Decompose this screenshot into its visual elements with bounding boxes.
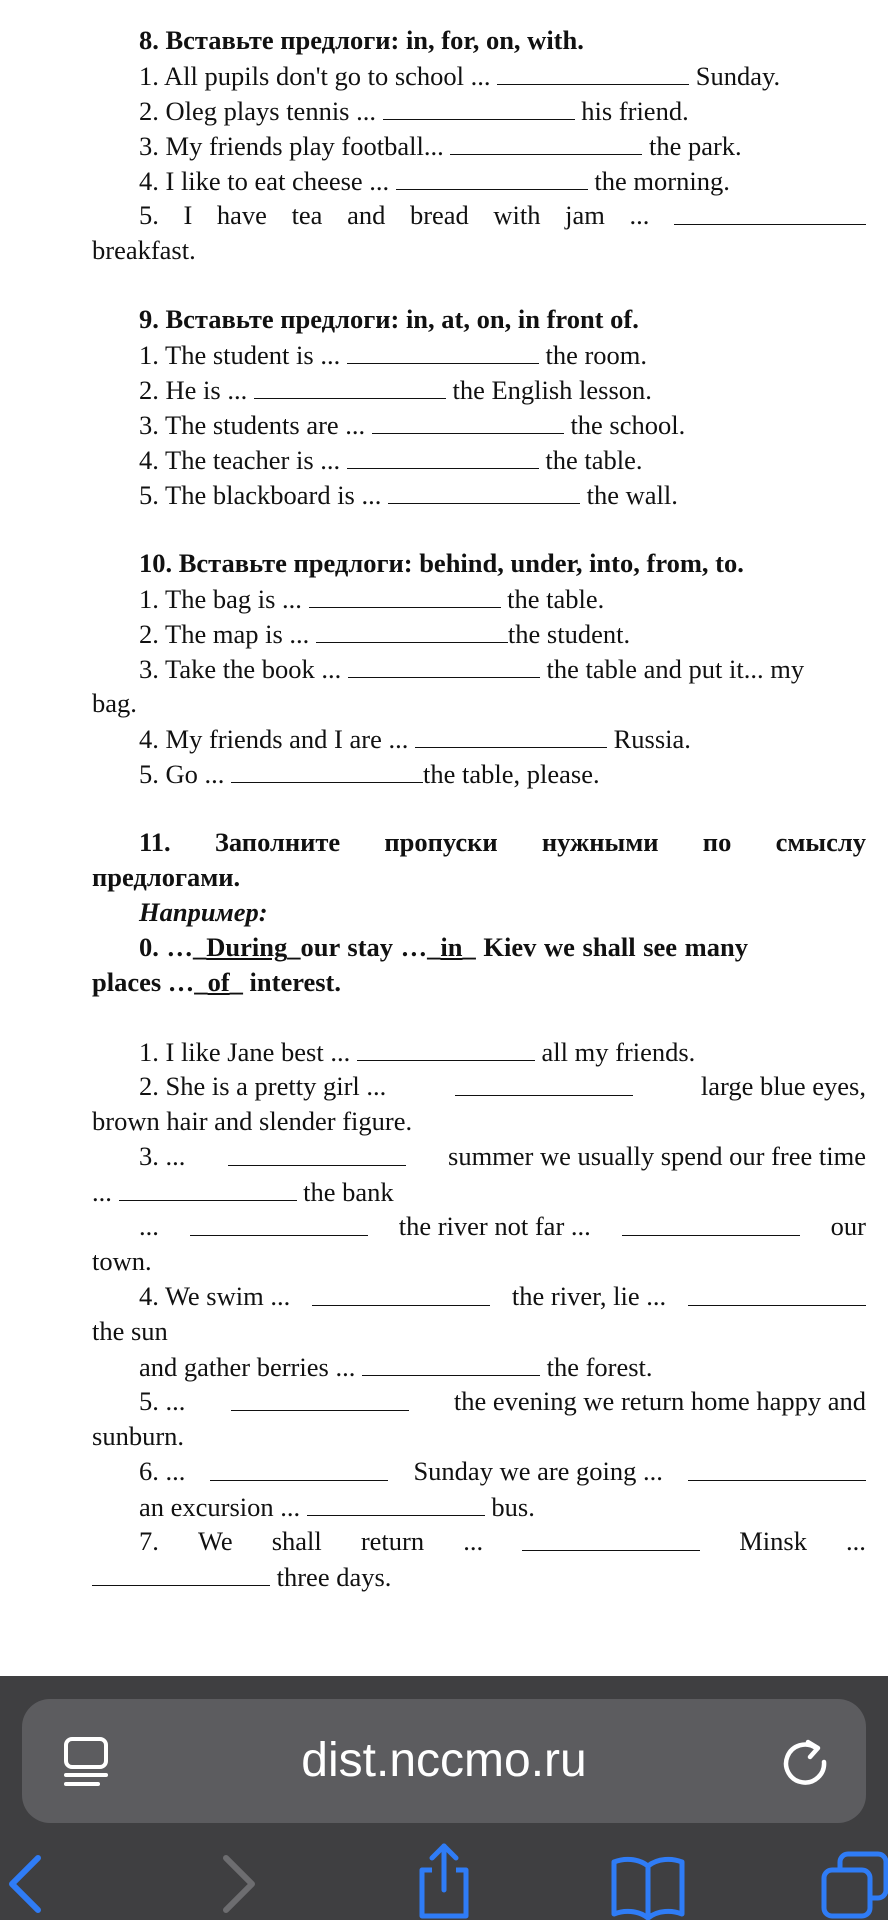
text: 1. The bag is ... (139, 584, 302, 614)
text: 1. The student is ... (139, 340, 341, 370)
ex11-heading (139, 825, 866, 860)
ex10-heading: 10. Вставьте предлоги: behind, under, into, from, to. (139, 548, 744, 578)
word: пропуски (384, 827, 498, 857)
answer-blank[interactable] (450, 128, 642, 155)
answer-blank[interactable] (119, 1174, 297, 1201)
text: _ Kiev we shall see many (462, 932, 748, 962)
word: shall (271, 1526, 322, 1556)
text: the forest. (546, 1352, 653, 1382)
ex11-heading-cont: предлогами. (92, 862, 241, 892)
answer-blank[interactable] (497, 58, 689, 85)
example-label: Например: (139, 897, 268, 927)
text: the table, please. (423, 759, 600, 789)
text: 1. I like Jane best ... (139, 1037, 351, 1067)
text: the room. (545, 340, 648, 370)
ex9-line-5 (139, 477, 866, 512)
ex9-line-3 (139, 407, 866, 442)
text: all my friends. (541, 1037, 696, 1067)
ex8-line-1 (139, 58, 866, 93)
example-answer: of (207, 967, 230, 997)
ex11-line-5-cont: sunburn. (92, 1421, 185, 1451)
text: 1. All pupils don't go to school ... (139, 61, 491, 91)
answer-blank[interactable] (674, 198, 866, 225)
example-answer: During (206, 932, 288, 962)
answer-blank[interactable] (316, 616, 508, 643)
answer-blank[interactable] (228, 1139, 406, 1166)
answer-blank[interactable] (383, 93, 575, 120)
word: have (216, 200, 267, 230)
text: Sunday we are going ... (413, 1456, 663, 1486)
word: 5. (139, 200, 159, 230)
answer-blank[interactable] (357, 1034, 535, 1061)
answer-blank[interactable] (210, 1454, 388, 1481)
text: Russia. (613, 724, 691, 754)
text: the morning. (594, 166, 730, 196)
text: 5. ... (139, 1386, 186, 1416)
text: 4. The teacher is ... (139, 445, 341, 475)
ex11-line-4 (139, 1279, 866, 1314)
text: the student. (507, 619, 631, 649)
share-icon[interactable] (412, 1840, 476, 1920)
reader-mode-icon[interactable] (58, 1733, 114, 1789)
answer-blank[interactable] (347, 442, 539, 469)
ex8-line-4 (139, 163, 866, 198)
word: нужными (541, 827, 659, 857)
text: 3. ... (139, 1141, 186, 1171)
word: with (493, 200, 541, 230)
word: ... (463, 1526, 484, 1556)
ex9-line-4 (139, 442, 866, 477)
text: 3. My friends play football... (139, 131, 444, 161)
ex11-line-7-cont (92, 1559, 866, 1594)
ex10-line-5 (139, 756, 866, 791)
text: an excursion ... (139, 1492, 301, 1522)
answer-blank[interactable] (455, 1069, 633, 1096)
text: the table. (545, 445, 643, 475)
ex10-line-1 (139, 581, 866, 616)
text: 2. She is a pretty girl ... (139, 1071, 387, 1101)
ex10-line-4 (139, 721, 866, 756)
answer-blank[interactable] (396, 163, 588, 190)
text: summer we usually spend our free time (448, 1141, 866, 1171)
word: We (197, 1526, 233, 1556)
answer-blank[interactable] (688, 1279, 866, 1306)
text: our (830, 1211, 866, 1241)
back-icon[interactable] (4, 1852, 44, 1916)
text: 2. He is ... (139, 375, 248, 405)
ex10-line-3 (139, 651, 866, 686)
ex11-line-7 (139, 1524, 866, 1559)
text: 5. Go ... (139, 759, 225, 789)
text: 6. ... (139, 1456, 186, 1486)
word: and (347, 200, 386, 230)
word: tea (291, 200, 323, 230)
ex9-line-1 (139, 337, 866, 372)
answer-blank[interactable] (312, 1279, 490, 1306)
ex11-line-5 (139, 1384, 866, 1419)
text: and gather berries ... (139, 1352, 356, 1382)
text: 3. Take the book ... (139, 654, 342, 684)
word: jam (565, 200, 605, 230)
text: three days. (276, 1562, 392, 1592)
text: ... (846, 1526, 866, 1556)
answer-blank[interactable] (347, 337, 539, 364)
word: bread (409, 200, 469, 230)
text: the river not far ... (398, 1211, 591, 1241)
example-line-2 (92, 965, 866, 1000)
text: _our stay …_ (287, 932, 441, 962)
answer-blank[interactable] (372, 407, 564, 434)
ex8-line-5-cont: breakfast. (92, 235, 196, 265)
ex8-heading: 8. Вставьте предлоги: in, for, on, with. (139, 25, 584, 55)
example-line-1 (139, 930, 866, 965)
url-text[interactable]: dist.nccmo.ru (301, 1734, 587, 1787)
answer-blank[interactable] (231, 756, 423, 783)
text: 4. I like to eat cheese ... (139, 166, 390, 196)
text: the evening we return home happy and (453, 1386, 866, 1416)
answer-blank[interactable] (688, 1454, 866, 1481)
text: places …_ (92, 967, 208, 997)
ex10-line-2 (139, 616, 866, 651)
ex11-line-3 (139, 1139, 866, 1174)
text: ... (139, 1211, 159, 1241)
text: the park. (648, 131, 742, 161)
text: 5. The blackboard is ... (139, 480, 382, 510)
ex11-line-3-end: town. (92, 1246, 152, 1276)
reload-icon[interactable] (778, 1734, 834, 1790)
ex11-line-2-cont: brown hair and slender figure. (92, 1106, 413, 1136)
answer-blank[interactable] (522, 1524, 700, 1551)
ex11-line-3-cont2 (139, 1209, 866, 1244)
word: ... (629, 200, 650, 230)
answer-blank[interactable] (231, 1384, 409, 1411)
text: 2. Oleg plays tennis ... (139, 96, 376, 126)
text: large blue eyes, (700, 1071, 866, 1101)
ex11-line-1 (139, 1034, 866, 1069)
text: the table. (507, 584, 605, 614)
text: 2. The map is ... (139, 619, 310, 649)
word: 11. (139, 827, 171, 857)
answer-blank[interactable] (388, 477, 580, 504)
text: 4. We swim ... (139, 1281, 291, 1311)
example-answer: in (440, 932, 463, 962)
answer-blank[interactable] (190, 1209, 368, 1236)
forward-icon (220, 1852, 260, 1916)
word: по (702, 827, 732, 857)
word: смыслу (775, 827, 866, 857)
text: the river, lie ... (511, 1281, 667, 1311)
ex11-line-4-cont: the sun (92, 1316, 168, 1346)
text: bus. (491, 1492, 535, 1522)
answer-blank[interactable] (415, 721, 607, 748)
answer-blank[interactable] (622, 1209, 800, 1236)
text: the bank (303, 1177, 394, 1207)
ex11-line-2 (139, 1069, 866, 1104)
word: return (360, 1526, 425, 1556)
tabs-icon[interactable] (820, 1850, 888, 1920)
ex11-line-6 (139, 1454, 866, 1489)
text: the wall. (586, 480, 678, 510)
text: 3. The students are ... (139, 410, 366, 440)
text: 0. …_ (139, 932, 207, 962)
text: Minsk (739, 1526, 807, 1556)
ex8-line-5 (139, 198, 866, 233)
ex9-line-2 (139, 372, 866, 407)
ex11-line-3-cont (92, 1174, 866, 1209)
bookmarks-icon[interactable] (610, 1852, 686, 1920)
answer-blank[interactable] (309, 581, 501, 608)
answer-blank[interactable] (307, 1489, 485, 1516)
word: I (183, 200, 193, 230)
ex9-heading: 9. Вставьте предлоги: in, at, on, in front of. (139, 304, 639, 334)
text: his friend. (581, 96, 689, 126)
answer-blank[interactable] (362, 1349, 540, 1376)
answer-blank[interactable] (254, 372, 446, 399)
text: 4. My friends and I are ... (139, 724, 409, 754)
word: 7. (139, 1526, 159, 1556)
text: Sunday. (695, 61, 781, 91)
answer-blank[interactable] (348, 651, 540, 678)
text: the school. (570, 410, 686, 440)
ex11-line-4-cont2 (139, 1349, 866, 1384)
ex8-line-3 (139, 128, 866, 163)
answer-blank[interactable] (92, 1559, 270, 1586)
text: _ interest. (229, 967, 342, 997)
word: Заполните (214, 827, 341, 857)
ex10-line-3-cont: bag. (92, 688, 137, 718)
text: ... (92, 1177, 112, 1207)
text: the table and put it... my (546, 654, 805, 684)
text: the English lesson. (452, 375, 652, 405)
ex11-line-6-cont (139, 1489, 866, 1524)
ex8-line-2 (139, 93, 866, 128)
